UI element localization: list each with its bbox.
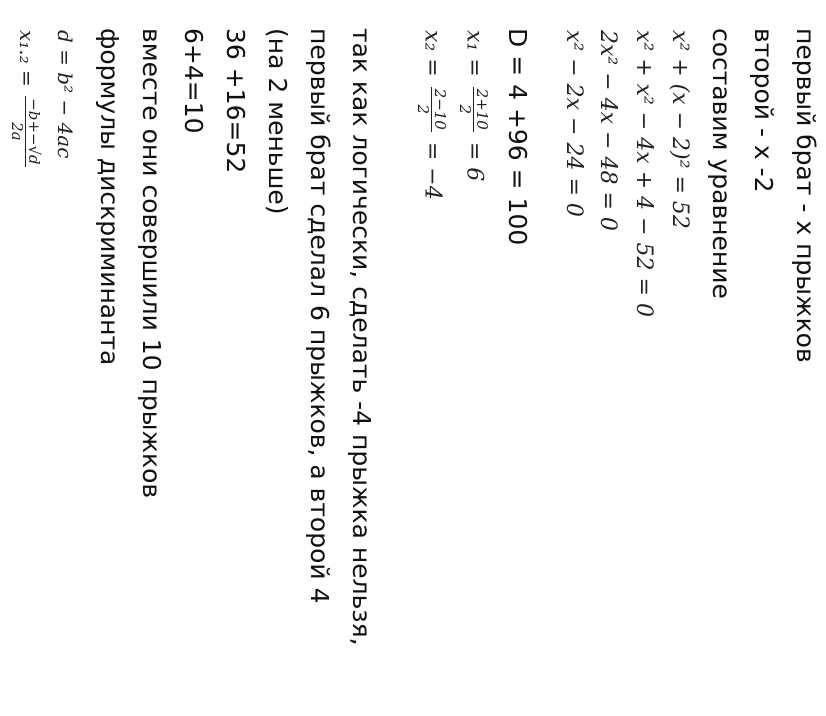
formula-roots-fraction <box>9 96 42 166</box>
text-together: вместе они совершили 10 прыжков <box>137 28 166 499</box>
root-x2-fraction <box>415 87 448 132</box>
formula-roots-denominator: 2a <box>8 122 26 141</box>
text-logic-1: так как логически, сделать -4 прыжка нельзя, <box>347 28 376 646</box>
equation-1: x² + (x − 2)² = 52 <box>667 30 692 229</box>
text-formulas-heading: формулы дискриминанта <box>95 28 124 366</box>
root-x1 <box>457 30 490 181</box>
text-logic-3: (на 2 меньше) <box>263 28 292 215</box>
equation-3: 2x² − 4x − 48 = 0 <box>595 30 620 231</box>
root-x1-denominator: 2 <box>456 104 474 115</box>
check-sum: 6+4=10 <box>179 28 208 134</box>
formula-roots-numerator: −b+−√d <box>25 98 43 165</box>
discriminant-line: D = 4 +96 = 100 <box>503 28 532 246</box>
equation-2: x² + x² − 4x + 4 − 52 = 0 <box>631 30 656 317</box>
root-x1-lhs: x₁ = <box>461 30 487 77</box>
text-second-brother: второй - х -2 <box>749 28 778 193</box>
text-compose-equation: составим уравнение <box>707 28 736 299</box>
root-x1-rhs: = 6 <box>461 141 487 182</box>
root-x1-numerator: 2+10 <box>473 88 491 130</box>
root-x2-denominator: 2 <box>414 104 432 115</box>
root-x2 <box>415 30 448 200</box>
formula-roots-lhs: x₁.₂ = <box>15 30 39 87</box>
root-x2-rhs: = −4 <box>419 141 445 200</box>
root-x2-lhs: x₂ = <box>419 30 445 77</box>
formula-discriminant: d = b² − 4ac <box>53 30 77 159</box>
root-x2-numerator: 2−10 <box>431 88 449 130</box>
check-squares: 36 +16=52 <box>221 28 250 174</box>
text-logic-2: первый брат сделал 6 прыжков, а второй 4 <box>305 28 334 604</box>
formula-roots <box>9 30 42 170</box>
equation-4: x² − 2x − 24 = 0 <box>561 30 586 217</box>
text-first-brother: первый брат - х прыжков <box>791 28 820 363</box>
root-x1-fraction <box>457 87 490 132</box>
